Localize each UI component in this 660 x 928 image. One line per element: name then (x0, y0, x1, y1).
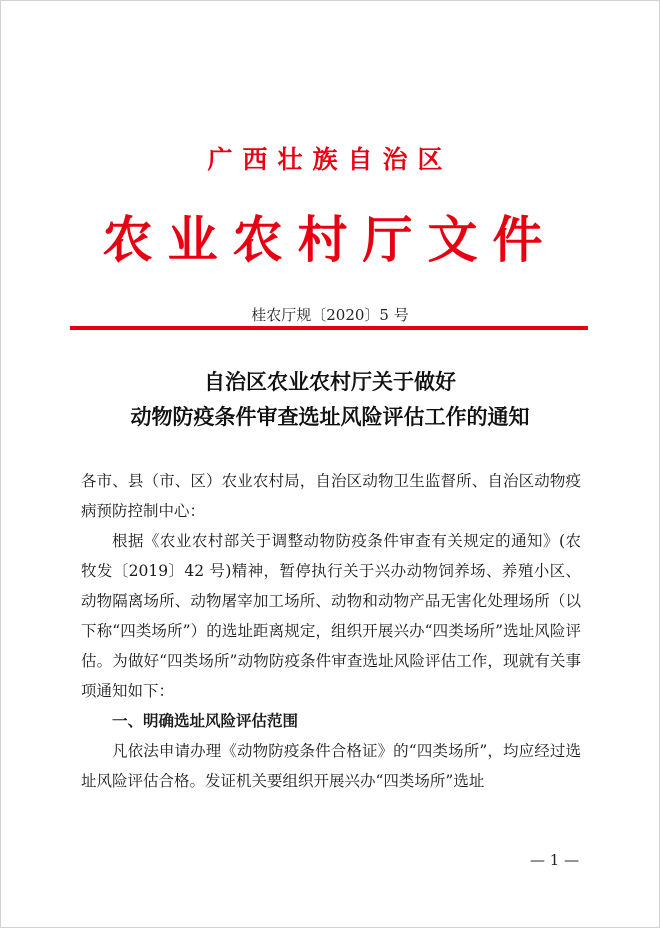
document-number: 桂农厅规〔2020〕5 号 (251, 306, 409, 324)
salutation: 各市、县（市、区）农业农村局，自治区动物卫生监督所、自治区动物疫病预防控制中心： (81, 472, 581, 520)
document-header-title: 农业农村厅文件 (102, 210, 558, 269)
body-paragraph: 凡依法申请办理《动物防疫条件合格证》的“四类场所”，均应经过选址风险评估合格。发证机关要组织开展兴办“四类场所”选址 (81, 742, 581, 790)
document-body (81, 466, 581, 796)
section-heading: 一、明确选址风险评估范围 (112, 712, 299, 730)
notice-title-line2: 动物防疫条件审查选址风险评估工作的通知 (130, 404, 530, 429)
body-paragraph: 根据《农业农村部关于调整动物防疫条件审查有关规定的通知》(农牧发〔2019〕42 号)精神，暂停执行关于兴办动物饲养场、养殖小区、动物隔离场所、动物屠宰加工场所、动物和动物产品无害化处理场所（以下称“四类场所”）的选址距离规定，组织开展兴办“四类场所”选址风险评估。为做好“四类场所”动物防疫条件审查选址风险评估工作，现就有关事项通知如下： (81, 532, 581, 700)
red-divider (70, 326, 588, 330)
notice-title-line1: 自治区农业农村厅关于做好 (204, 369, 456, 394)
issuer-name: 广西壮族自治区 (207, 145, 453, 174)
page-number: — 1 — (530, 851, 580, 869)
